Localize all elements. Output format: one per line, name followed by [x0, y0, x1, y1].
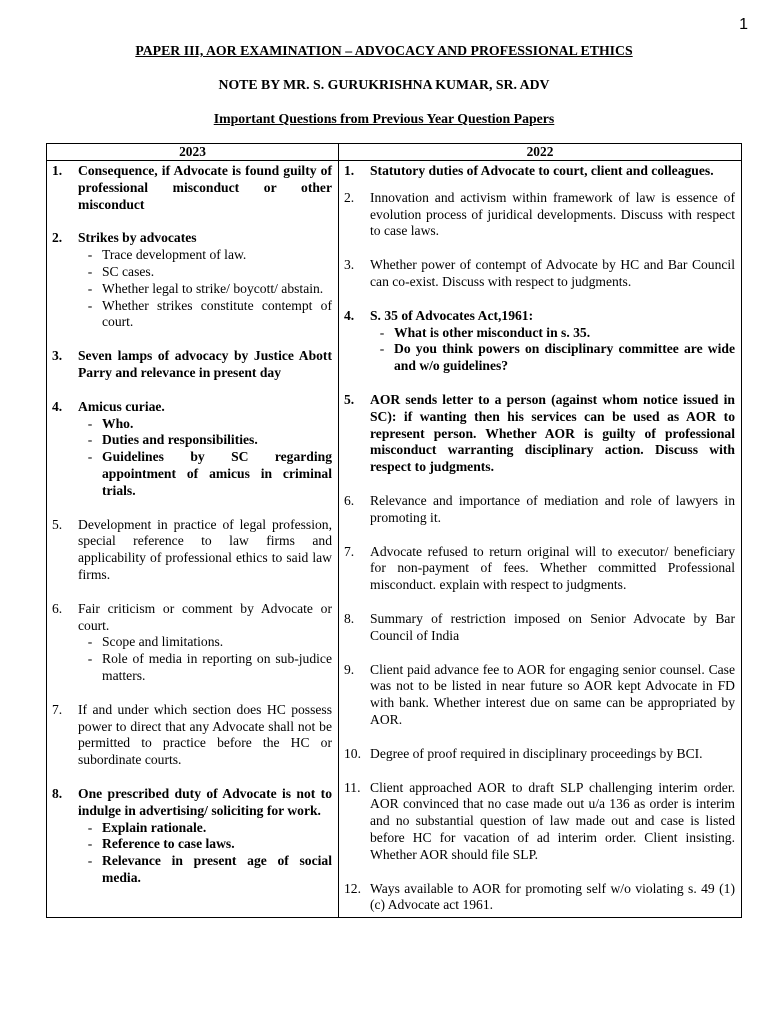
- sub-point-text: Do you think powers on disciplinary committee are wide and w/o guidelines?: [394, 341, 735, 374]
- sub-point: [78, 449, 332, 499]
- question-number: 8.: [344, 610, 355, 626]
- sub-point: [78, 820, 332, 837]
- question-number: 1.: [344, 163, 355, 178]
- dash-bullet: -: [87, 247, 93, 263]
- sub-point: [78, 651, 332, 685]
- question-text: Amicus curiae.: [78, 398, 165, 414]
- question-text: Fair criticism or comment by Advocate or court.: [78, 600, 332, 633]
- question-text: Consequence, if Advocate is found guilty of professional misconduct or other misconduct: [78, 163, 332, 212]
- sub-point-text: Guidelines by SC regarding appointment of amicus in criminal trials.: [102, 449, 332, 498]
- sub-point: [78, 634, 332, 651]
- question-text: S. 35 of Advocates Act,1961:: [370, 307, 534, 323]
- question-number: 5.: [344, 391, 355, 407]
- dash-bullet: -: [87, 634, 93, 650]
- sub-point: [78, 432, 332, 449]
- column-header-2022: 2022: [339, 144, 742, 161]
- sub-point: [78, 281, 332, 298]
- document-subtitle: Important Questions from Previous Year Question Papers: [213, 111, 555, 126]
- sub-point-text: Who.: [102, 415, 134, 431]
- question-text: Ways available to AOR for promoting self w/o violating s. 49 (1)(c) Advocate act 1961.: [370, 880, 735, 913]
- question-item: [344, 392, 735, 476]
- question-number: 3.: [344, 257, 355, 273]
- question-text: Advocate refused to return original will to executor/ beneficiary for non-payment of fees. Whether committed Professional misconduct. explain with respect to judgments.: [370, 543, 735, 593]
- question-item: [52, 786, 332, 887]
- question-text: Client approached AOR to draft SLP challenging interim order. AOR convinced that no case made out u/a 136 as order is interim and no substantial question of law made out and case is listed before HC for vacation of ad interim order. Client insisting. Whether AOR should file SLP.: [370, 779, 735, 862]
- sub-point-text: What is other misconduct in s. 35.: [394, 324, 591, 340]
- sub-point-text: Whether legal to strike/ boycott/ abstain.: [102, 280, 324, 296]
- question-item: [344, 308, 735, 375]
- question-item: [52, 348, 332, 382]
- question-item: [344, 611, 735, 645]
- question-item: [344, 544, 735, 594]
- dash-bullet: -: [379, 324, 385, 340]
- question-item: [52, 163, 332, 213]
- sub-point: [78, 853, 332, 887]
- sub-point-text: Scope and limitations.: [102, 634, 224, 650]
- question-item: [52, 601, 332, 685]
- question-item: [344, 257, 735, 291]
- sub-points: [78, 820, 332, 887]
- question-number: 1.: [52, 163, 63, 178]
- dash-bullet: -: [87, 853, 93, 869]
- question-number: 10.: [344, 745, 361, 761]
- questions-table: [46, 143, 742, 918]
- question-text: AOR sends letter to a person (against whom notice issued in SC): if wanting then his services can be used as AOR to represent person. Whether AOR is guilty of professional misconduct warranting disciplinary action. Discuss with respect to judgments.: [370, 391, 735, 475]
- question-item: [344, 163, 735, 180]
- sub-point-text: Reference to case laws.: [102, 836, 235, 852]
- question-item: [52, 517, 332, 584]
- dash-bullet: -: [87, 432, 93, 448]
- question-text: Whether power of contempt of Advocate by HC and Bar Council can co-exist. Discuss with respect to judgments.: [370, 257, 735, 289]
- question-text: One prescribed duty of Advocate is not to indulge in advertising/ soliciting for work.: [78, 785, 332, 818]
- question-text: Development in practice of legal profession, special reference to law firms and applicability of professional ethics to said law firms.: [78, 516, 332, 582]
- author-note: NOTE BY MR. S. GURUKRISHNA KUMAR, SR. ADV: [218, 77, 550, 92]
- question-number: 12.: [344, 880, 361, 896]
- column-header-2023: 2023: [47, 144, 339, 161]
- sub-point: [78, 416, 332, 433]
- sub-point: [78, 298, 332, 332]
- sub-point-text: Trace development of law.: [102, 247, 247, 263]
- questions-2023: [47, 161, 339, 918]
- question-number: 8.: [52, 785, 63, 801]
- sub-points: [78, 416, 332, 500]
- dash-bullet: -: [379, 341, 385, 357]
- dash-bullet: -: [87, 819, 93, 835]
- sub-points: [78, 247, 332, 331]
- question-item: [344, 780, 735, 864]
- question-text: Client paid advance fee to AOR for engaging senior counsel. Case was not to be listed in near future so AOR kept Advocate in FD with bank. Whether interest due on same can be appropriated by AOR.: [370, 661, 735, 727]
- dash-bullet: -: [87, 836, 93, 852]
- question-text: Statutory duties of Advocate to court, client and colleagues.: [370, 163, 714, 178]
- dash-bullet: -: [87, 280, 93, 296]
- question-number: 2.: [52, 230, 63, 246]
- question-number: 7.: [52, 701, 63, 717]
- sub-point-text: Relevance in present age of social media.: [102, 853, 332, 885]
- question-item: [52, 702, 332, 769]
- question-text: Relevance and importance of mediation and role of lawyers in promoting it.: [370, 492, 735, 525]
- question-number: 2.: [344, 189, 355, 205]
- sub-points: [78, 634, 332, 684]
- question-text: Seven lamps of advocacy by Justice Abott Parry and relevance in present day: [78, 348, 332, 380]
- sub-point-text: SC cases.: [102, 263, 155, 279]
- question-number: 7.: [344, 543, 355, 559]
- question-item: [52, 399, 332, 500]
- questions-2022: [339, 161, 742, 918]
- question-item: [344, 493, 735, 527]
- sub-point-text: Whether strikes constitute contempt of court.: [102, 297, 332, 330]
- question-text: Summary of restriction imposed on Senior Advocate by Bar Council of India: [370, 610, 735, 643]
- question-text: If and under which section does HC possess power to direct that any Advocate shall not be permitted to practice before the HC or subordinate courts.: [78, 701, 332, 768]
- page-number: 1: [739, 16, 748, 33]
- question-number: 5.: [52, 516, 63, 532]
- question-item: [52, 230, 332, 331]
- question-number: 9.: [344, 661, 355, 677]
- dash-bullet: -: [87, 449, 93, 465]
- question-item: [344, 746, 735, 763]
- question-number: 3.: [52, 348, 63, 364]
- question-item: [344, 662, 735, 729]
- sub-point: [78, 836, 332, 853]
- sub-points: [370, 325, 735, 375]
- sub-point-text: Duties and responsibilities.: [102, 432, 258, 448]
- sub-point: [370, 341, 735, 375]
- question-number: 4.: [52, 398, 63, 414]
- question-number: 6.: [52, 600, 63, 616]
- question-item: [344, 881, 735, 915]
- sub-point: [78, 247, 332, 264]
- document-title: PAPER III, AOR EXAMINATION – ADVOCACY AND PROFESSIONAL ETHICS: [135, 43, 633, 58]
- question-number: 6.: [344, 492, 355, 508]
- question-text: Degree of proof required in disciplinary proceedings by BCI.: [370, 745, 703, 761]
- question-text: Innovation and activism within framework of law is essence of evolution process of juridical developments. Discuss with respect to case laws.: [370, 189, 735, 239]
- dash-bullet: -: [87, 297, 93, 313]
- question-item: [344, 190, 735, 240]
- sub-point: [370, 325, 735, 342]
- dash-bullet: -: [87, 651, 93, 667]
- dash-bullet: -: [87, 263, 93, 279]
- dash-bullet: -: [87, 415, 93, 431]
- sub-point-text: Role of media in reporting on sub-judice matters.: [102, 651, 332, 683]
- sub-point-text: Explain rationale.: [102, 819, 207, 835]
- question-number: 11.: [344, 779, 361, 795]
- question-number: 4.: [344, 307, 355, 323]
- question-text: Strikes by advocates: [78, 230, 197, 246]
- sub-point: [78, 264, 332, 281]
